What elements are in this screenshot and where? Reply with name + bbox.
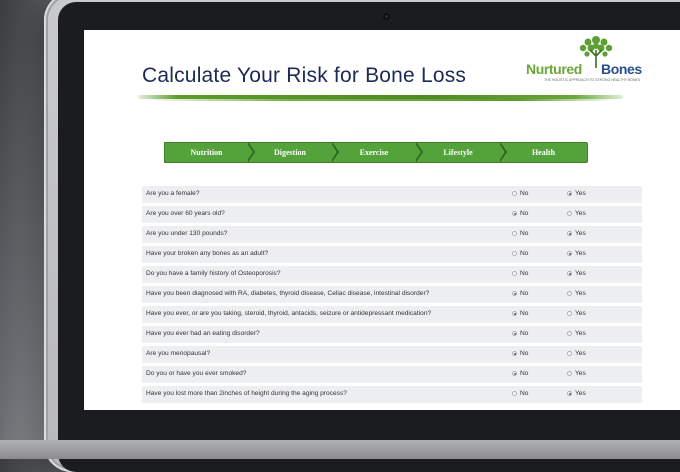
radio-yes[interactable] — [567, 191, 572, 196]
question-row — [142, 206, 642, 223]
radio-no[interactable] — [512, 351, 517, 356]
step-label: Digestion — [274, 148, 306, 157]
option-yes[interactable] — [567, 290, 586, 297]
radio-no[interactable] — [512, 251, 517, 256]
question-row — [142, 366, 642, 383]
option-no[interactable] — [512, 350, 528, 357]
question-list — [142, 186, 642, 406]
option-yes-label: Yes — [575, 370, 586, 377]
option-yes[interactable] — [567, 210, 586, 217]
question-text: Have your broken any bones as an adult? — [146, 250, 269, 257]
option-yes[interactable] — [567, 230, 586, 237]
option-no[interactable] — [512, 210, 528, 217]
question-row — [142, 346, 642, 363]
question-row — [142, 246, 642, 263]
radio-no[interactable] — [512, 291, 517, 296]
step-lifestyle[interactable] — [416, 142, 500, 163]
logo-word-bones: Bones — [601, 61, 642, 77]
question-row — [142, 326, 642, 343]
question-text: Do you or have you ever smoked? — [146, 370, 247, 377]
radio-yes[interactable] — [567, 331, 572, 336]
radio-yes[interactable] — [567, 251, 572, 256]
step-label: Nutrition — [190, 148, 223, 157]
step-label: Exercise — [359, 148, 389, 157]
option-yes[interactable] — [567, 330, 586, 337]
radio-yes[interactable] — [567, 371, 572, 376]
question-text: Have you been diagnosed with RA, diabetes, thyroid disease, Celiac disease, intestinal disorder? — [146, 290, 430, 297]
option-no[interactable] — [512, 390, 528, 397]
option-no[interactable] — [512, 250, 528, 257]
option-no-label: No — [520, 250, 529, 257]
option-yes-label: Yes — [575, 330, 586, 337]
radio-yes[interactable] — [567, 391, 572, 396]
logo-word-nurtured: Nurtured — [526, 61, 582, 77]
question-row — [142, 266, 642, 283]
webcam-icon — [383, 13, 390, 20]
question-row — [142, 286, 642, 303]
question-row — [142, 306, 642, 323]
option-no-label: No — [520, 350, 529, 357]
option-yes-label: Yes — [575, 230, 586, 237]
question-text: Have you lost more than 2inches of height during the aging process? — [146, 390, 347, 397]
option-no[interactable] — [512, 310, 528, 317]
radio-yes[interactable] — [567, 231, 572, 236]
option-yes[interactable] — [567, 250, 586, 257]
logo-tagline: THE HOLISTIC APPROACH TO STRONG HEALTHY BONES — [544, 78, 641, 82]
question-row — [142, 386, 642, 403]
question-row — [142, 186, 642, 203]
radio-no[interactable] — [512, 191, 517, 196]
option-no-label: No — [520, 330, 529, 337]
option-no[interactable] — [512, 230, 528, 237]
option-no-label: No — [520, 190, 529, 197]
question-row — [142, 226, 642, 243]
question-text: Have you ever had an eating disorder? — [146, 330, 260, 337]
option-yes-label: Yes — [575, 210, 586, 217]
question-text: Are you over 60 years old? — [146, 210, 225, 217]
option-yes[interactable] — [567, 190, 586, 197]
option-no[interactable] — [512, 270, 528, 277]
step-exercise[interactable] — [332, 142, 416, 163]
radio-no[interactable] — [512, 211, 517, 216]
progress-steps — [164, 142, 588, 163]
step-label: Health — [531, 148, 556, 157]
radio-yes[interactable] — [567, 211, 572, 216]
option-yes[interactable] — [567, 350, 586, 357]
radio-no[interactable] — [512, 231, 517, 236]
question-text: Are you under 130 pounds? — [146, 230, 228, 237]
option-yes[interactable] — [567, 270, 586, 277]
option-yes-label: Yes — [575, 270, 586, 277]
radio-no[interactable] — [512, 331, 517, 336]
radio-yes[interactable] — [567, 291, 572, 296]
option-yes[interactable] — [567, 370, 586, 377]
option-no-label: No — [520, 270, 529, 277]
option-no-label: No — [520, 290, 529, 297]
question-text: Are you menopausal? — [146, 350, 211, 357]
radio-no[interactable] — [512, 391, 517, 396]
option-no-label: No — [520, 370, 529, 377]
question-text: Are you a female? — [146, 190, 200, 197]
step-health[interactable] — [500, 142, 588, 163]
option-no-label: No — [520, 310, 529, 317]
step-label: Lifestyle — [443, 148, 473, 157]
title-underline-accent — [144, 99, 614, 101]
screen — [84, 30, 680, 410]
question-text: Do you have a family history of Osteoporosis? — [146, 270, 281, 277]
option-no[interactable] — [512, 290, 528, 297]
option-yes-label: Yes — [575, 290, 586, 297]
option-no-label: No — [520, 210, 529, 217]
radio-no[interactable] — [512, 371, 517, 376]
option-no[interactable] — [512, 370, 528, 377]
option-yes-label: Yes — [575, 350, 586, 357]
option-yes-label: Yes — [575, 190, 586, 197]
page-title: Calculate Your Risk for Bone Loss — [142, 64, 467, 87]
option-no-label: No — [520, 390, 529, 397]
radio-yes[interactable] — [567, 311, 572, 316]
option-yes-label: Yes — [575, 250, 586, 257]
option-yes[interactable] — [567, 390, 586, 397]
laptop-base — [0, 440, 680, 459]
question-text: Have you ever, or are you taking, steroid, thyroid, antacids, seizure or antidepressant medication? — [146, 310, 432, 317]
radio-yes[interactable] — [567, 271, 572, 276]
step-digestion[interactable] — [248, 142, 332, 163]
option-yes[interactable] — [567, 310, 586, 317]
radio-no[interactable] — [512, 271, 517, 276]
radio-yes[interactable] — [567, 351, 572, 356]
option-yes-label: Yes — [575, 390, 586, 397]
radio-no[interactable] — [512, 311, 517, 316]
option-no[interactable] — [512, 190, 528, 197]
step-nutrition[interactable] — [164, 142, 248, 163]
option-no-label: No — [520, 230, 529, 237]
option-no[interactable] — [512, 330, 528, 337]
option-yes-label: Yes — [575, 310, 586, 317]
